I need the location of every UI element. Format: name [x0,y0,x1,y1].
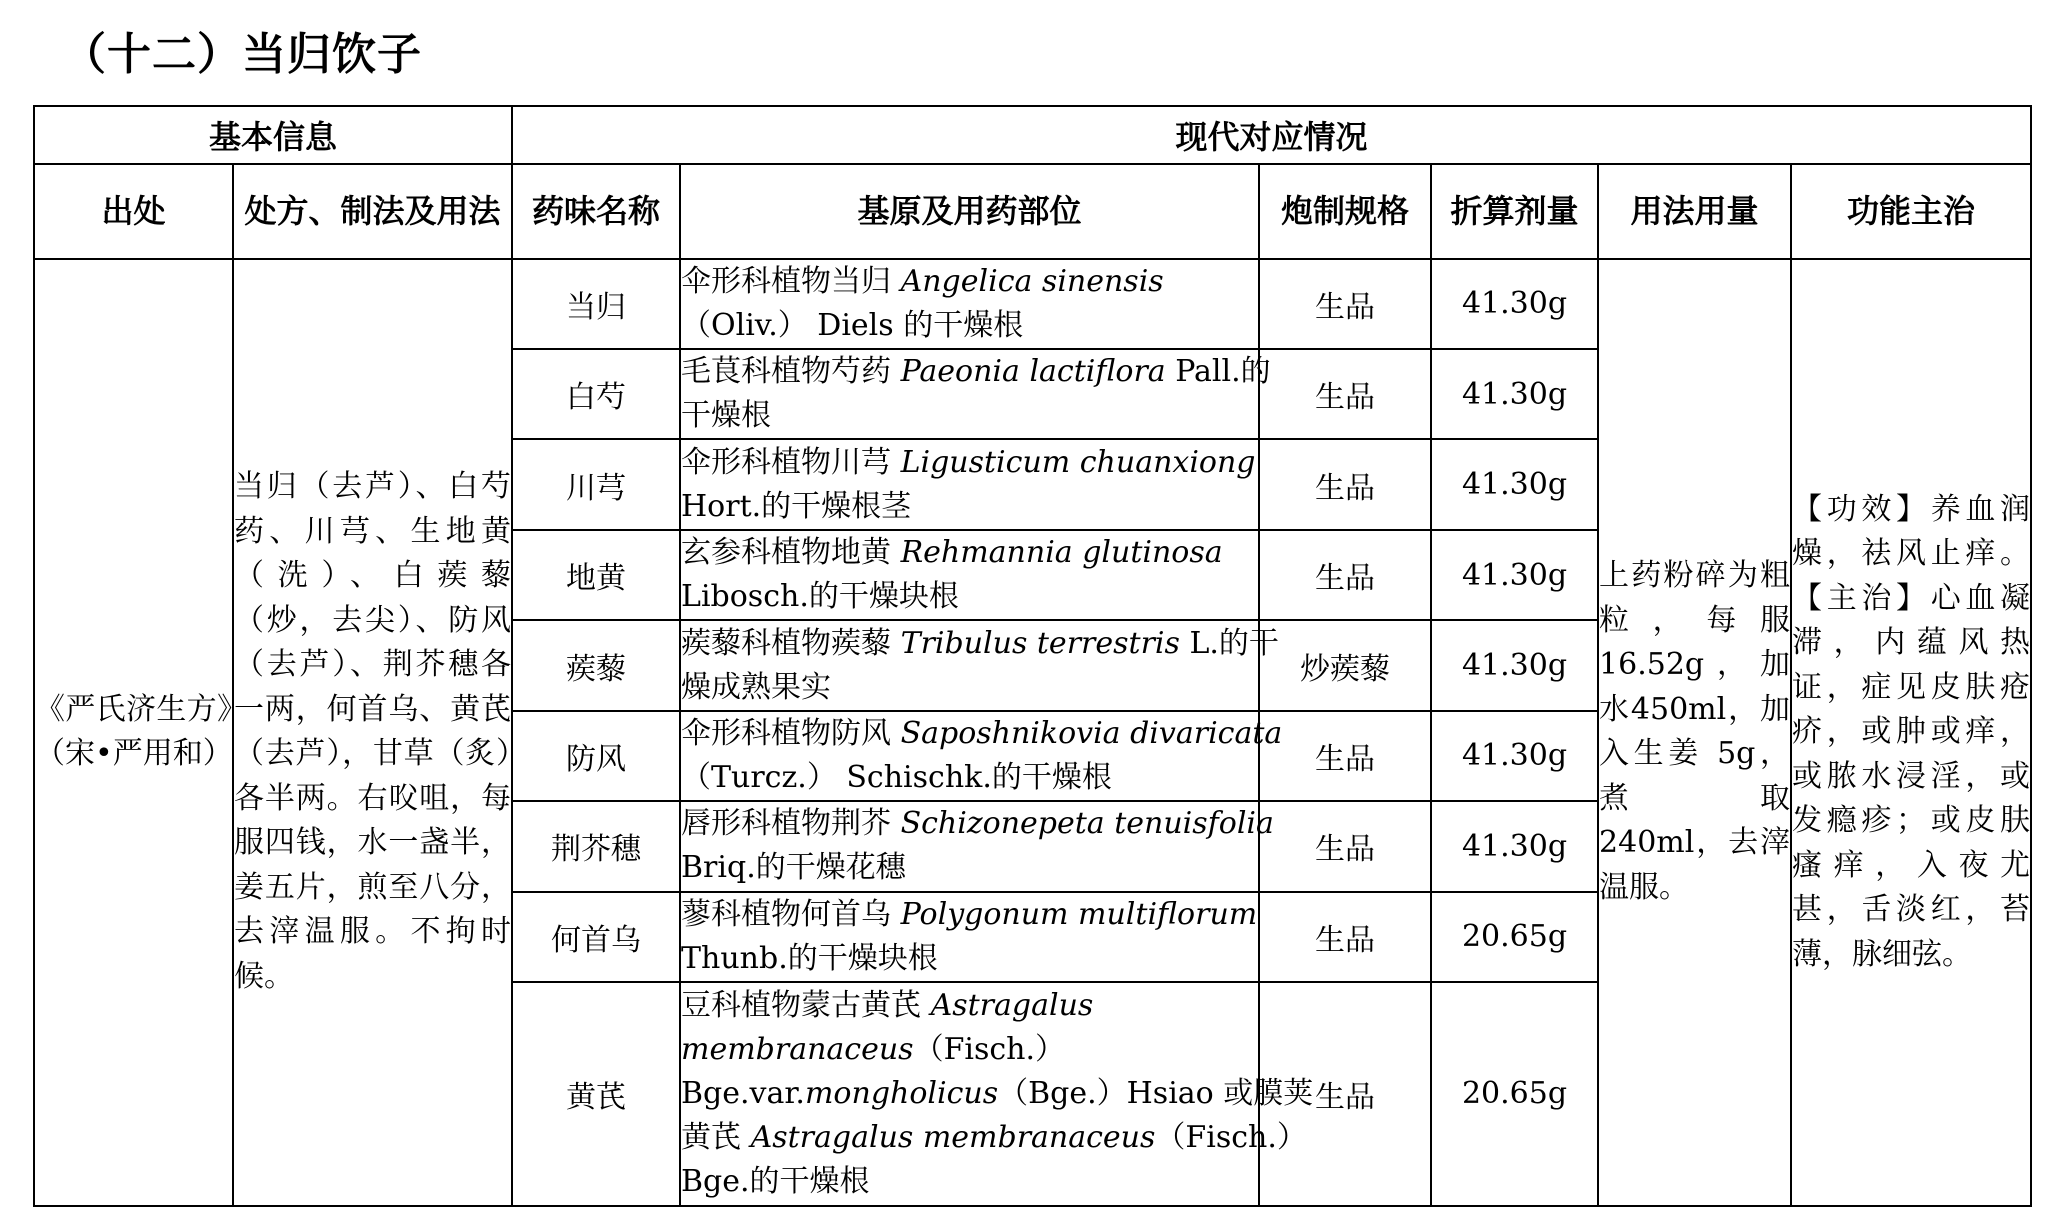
herb-origin: 唇形科植物荆芥 Schizonepeta tenuisfolia Briq.的干燥花穗 [680,801,1259,891]
prescription-cell: 当归（去芦）、白芍药、川芎、生地黄（洗）、白蒺藜（炒，去尖）、防风（去芦）、荆芥穗各一两，何首乌、黄芪（去芦），甘草（炙）各半两。右㕮咀，每服四钱，水一盏半，姜五片，煎至八分，去滓温服。不拘时候。 [233,259,512,1206]
herb-name: 何首乌 [512,892,680,982]
source-cell: 《严氏济生方》（宋•严用和） [34,259,233,1206]
herb-dose: 41.30g [1431,349,1598,439]
herb-process: 生品 [1259,982,1431,1206]
herb-dose: 41.30g [1431,259,1598,349]
herb-name: 地黄 [512,530,680,620]
herb-dose: 41.30g [1431,711,1598,801]
herb-name: 蒺藜 [512,620,680,710]
page-title: （十二）当归饮子 [62,29,422,80]
herb-origin: 豆科植物蒙古黄芪 Astragalus membranaceus（Fisch.） Bge.var.mongholicus（Bge.）Hsiao 或膜荚 黄芪 Astragalus membranaceus（Fisch.） Bge.的干燥根 [680,982,1259,1206]
herb-origin: 伞形科植物川芎 Ligusticum chuanxiong Hort.的干燥根茎 [680,439,1259,529]
herb-process: 生品 [1259,801,1431,891]
table-row [34,259,2031,349]
function-cell: 【功效】养血润燥，祛风止痒。【主治】心血凝滞，内蕴风热证，症见皮肤疮疥，或肿或痒，或脓水浸淫，或发瘾疹；或皮肤瘙痒，入夜尤甚，舌淡红，苔薄，脉细弦。 [1791,259,2031,1206]
herb-dose: 41.30g [1431,530,1598,620]
col-source: 出处 [34,164,233,258]
herb-origin: 毛茛科植物芍药 Paeonia lactiflora Pall.的 干燥根 [680,349,1259,439]
col-process: 炮制规格 [1259,164,1431,258]
herb-dose: 20.65g [1431,982,1598,1206]
herb-dose: 41.30g [1431,620,1598,710]
herb-origin: 伞形科植物当归 Angelica sinensis （Oliv.） Diels 的干燥根 [680,259,1259,349]
herb-origin: 伞形科植物防风 Saposhnikovia divaricata （Turcz.） Schischk.的干燥根 [680,711,1259,801]
herb-origin: 蒺藜科植物蒺藜 Tribulus terrestris L.的干 燥成熟果实 [680,620,1259,710]
herb-process: 生品 [1259,259,1431,349]
herb-process: 生品 [1259,892,1431,982]
herb-origin: 蓼科植物何首乌 Polygonum multiflorum Thunb.的干燥块根 [680,892,1259,982]
herb-dose: 41.30g [1431,439,1598,529]
col-prescription: 处方、制法及用法 [233,164,512,258]
herb-name: 白芍 [512,349,680,439]
herb-name: 荆芥穗 [512,801,680,891]
herb-process: 生品 [1259,711,1431,801]
formula-table [33,105,2032,1207]
herb-process: 生品 [1259,530,1431,620]
col-origin: 基原及用药部位 [680,164,1259,258]
col-herb-name: 药味名称 [512,164,680,258]
herb-process: 生品 [1259,439,1431,529]
herb-name: 川芎 [512,439,680,529]
herb-name: 当归 [512,259,680,349]
herb-dose: 41.30g [1431,801,1598,891]
herb-origin: 玄参科植物地黄 Rehmannia glutinosa Libosch.的干燥块根 [680,530,1259,620]
usage-cell: 上药粉碎为粗粒，每服16.52g，加水450ml，加入生姜 5g，煮取 240ml，去滓温服。 [1598,259,1791,1206]
header-basic-info: 基本信息 [34,106,512,164]
header-modern: 现代对应情况 [512,106,2031,164]
col-function: 功能主治 [1791,164,2031,258]
col-usage: 用法用量 [1598,164,1791,258]
herb-dose: 20.65g [1431,892,1598,982]
col-dose: 折算剂量 [1431,164,1598,258]
herb-process: 生品 [1259,349,1431,439]
herb-process: 炒蒺藜 [1259,620,1431,710]
herb-name: 防风 [512,711,680,801]
herb-name: 黄芪 [512,982,680,1206]
